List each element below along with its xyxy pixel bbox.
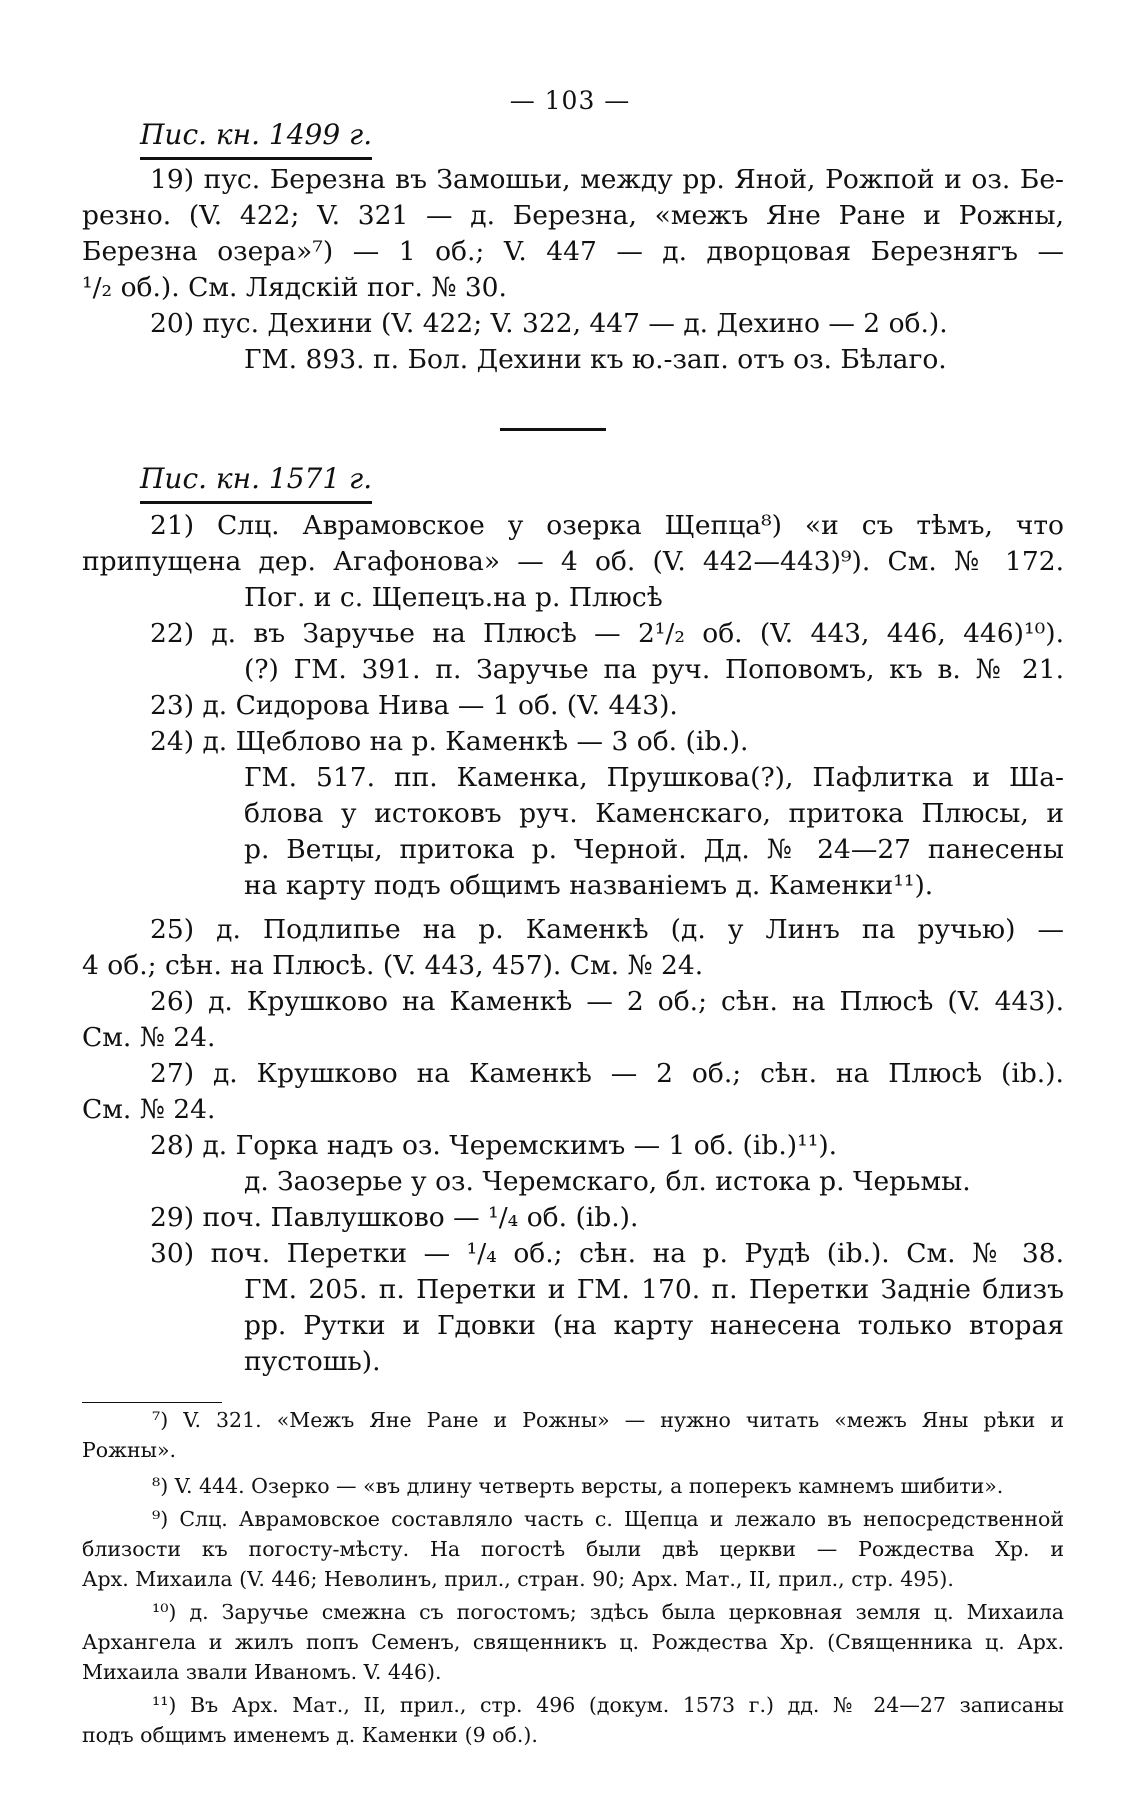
- section-heading-1499: Пис. кн. 1499 г.: [140, 118, 372, 160]
- footnote-line: ⁹) Слц. Аврамовское составляло часть с. Щепца и лежало въ непосредственной: [152, 1507, 1064, 1531]
- text-line: 27) д. Крушково на Каменкѣ — 2 об.; сѣн. на Плюсѣ (ib.).: [150, 1058, 1064, 1089]
- footnote-divider: [82, 1402, 222, 1403]
- text-line: ГМ. 517. пп. Каменка, Прушкова(?), Пафлитка и Ша-: [244, 762, 1064, 793]
- text-line: на карту подъ общимъ названіемъ д. Каменки¹¹).: [244, 870, 934, 901]
- text-line: рр. Рутки и Гдовки (на карту нанесена только вторая: [244, 1310, 1064, 1341]
- footnote-line: ⁷) V. 321. «Межъ Яне Ране и Рожны» — нужно читать «межъ Яны рѣки и: [152, 1408, 1064, 1432]
- footnote-line: ¹⁰) д. Заручье смежна съ погостомъ; здѣсь была церковная земля ц. Михаила: [152, 1600, 1064, 1624]
- text-line: Березна озера»⁷) — 1 об.; V. 447 — д. дворцовая Березнягъ —: [82, 236, 1064, 267]
- text-line: Пог. и с. Щепецъ.на р. Плюсѣ: [244, 582, 663, 613]
- text-line: 26) д. Крушково на Каменкѣ — 2 об.; сѣн. на Плюсѣ (V. 443).: [150, 986, 1064, 1017]
- footnote-line: Арх. Михаила (V. 446; Неволинъ, прил., стран. 90; Арх. Мат., II, прил., стр. 495).: [82, 1567, 954, 1591]
- footnote-line: Михаила звали Иваномъ. V. 446).: [82, 1660, 442, 1684]
- text-line: блова у истоковъ руч. Каменскаго, притока Плюсы, и: [244, 798, 1064, 829]
- footnote-line: подъ общимъ именемъ д. Каменки (9 об.).: [82, 1723, 538, 1747]
- text-line: См. № 24.: [82, 1022, 216, 1053]
- text-line: р. Ветцы, притока р. Черной. Дд. № 24—27 панесены: [244, 834, 1064, 865]
- text-line: д. Заозерье у оз. Черемскаго, бл. истока р. Черьмы.: [244, 1166, 971, 1197]
- text-line: припущена дер. Агафонова» — 4 об. (V. 442—443)⁹). См. № 172.: [82, 546, 1064, 577]
- footnote-line: Архангела и жилъ попъ Семенъ, священникъ ц. Рождества Хр. (Священника ц. Арх.: [82, 1630, 1064, 1654]
- text-line: 24) д. Щеблово на р. Каменкѣ — 3 об. (ib.).: [150, 726, 749, 757]
- text-line: ГМ. 205. п. Перетки и ГМ. 170. п. Перетки Заднiе близъ: [244, 1274, 1064, 1305]
- text-line: 19) пус. Березна въ Замошьи, между рр. Яной, Рожпой и оз. Бе-: [150, 164, 1064, 195]
- text-line: 21) Слц. Аврамовское у озерка Щепца⁸) «и съ тѣмъ, что: [150, 510, 1064, 541]
- footnote-line: ⁸) V. 444. Озерко — «въ длину четверть версты, а поперекъ камнемъ шибити».: [152, 1474, 1004, 1498]
- text-line: 20) пус. Дехини (V. 422; V. 322, 447 — д. Дехино — 2 об.).: [150, 308, 948, 339]
- text-line: 25) д. Подлипье на р. Каменкѣ (д. у Линъ па ручью) —: [150, 914, 1064, 945]
- section-divider: [500, 428, 606, 431]
- section-heading-1571: Пис. кн. 1571 г.: [140, 462, 372, 504]
- page-number: — 103 —: [509, 86, 631, 115]
- text-line: 23) д. Сидорова Нива — 1 об. (V. 443).: [150, 690, 678, 721]
- text-line: 30) поч. Перетки — ¹/₄ об.; сѣн. на р. Рудѣ (ib.). См. № 38.: [150, 1238, 1064, 1269]
- text-line: ГМ. 893. п. Бол. Дехини къ ю.-зап. отъ оз. Бѣлаго.: [244, 344, 947, 375]
- text-line: резно. (V. 422; V. 321 — д. Березна, «межъ Яне Ране и Рожны,: [82, 200, 1064, 231]
- text-line: 29) поч. Павлушково — ¹/₄ об. (ib.).: [150, 1202, 639, 1233]
- footnote-line: близости къ погосту-мѣсту. На погостѣ были двѣ церкви — Рождества Хр. и: [82, 1537, 1064, 1561]
- text-line: пустошь).: [244, 1346, 381, 1377]
- text-line: 28) д. Горка надъ оз. Черемскимъ — 1 об. (ib.)¹¹).: [150, 1130, 838, 1161]
- text-line: 4 об.; сѣн. на Плюсѣ. (V. 443, 457). См. № 24.: [82, 950, 704, 981]
- text-line: (?) ГМ. 391. п. Заручье па руч. Поповомъ, къ в. № 21.: [244, 654, 1064, 685]
- text-line: ¹/₂ об.). См. Лядскій пог. № 30.: [82, 272, 507, 303]
- text-line: См. № 24.: [82, 1094, 216, 1125]
- footnote-line: ¹¹) Въ Арх. Мат., II, прил., стр. 496 (докум. 1573 г.) дд. № 24—27 записаны: [152, 1693, 1064, 1717]
- text-line: 22) д. въ Заручье на Плюсѣ — 2¹/₂ об. (V. 443, 446, 446)¹⁰).: [150, 618, 1064, 649]
- footnote-line: Рожны».: [82, 1438, 177, 1462]
